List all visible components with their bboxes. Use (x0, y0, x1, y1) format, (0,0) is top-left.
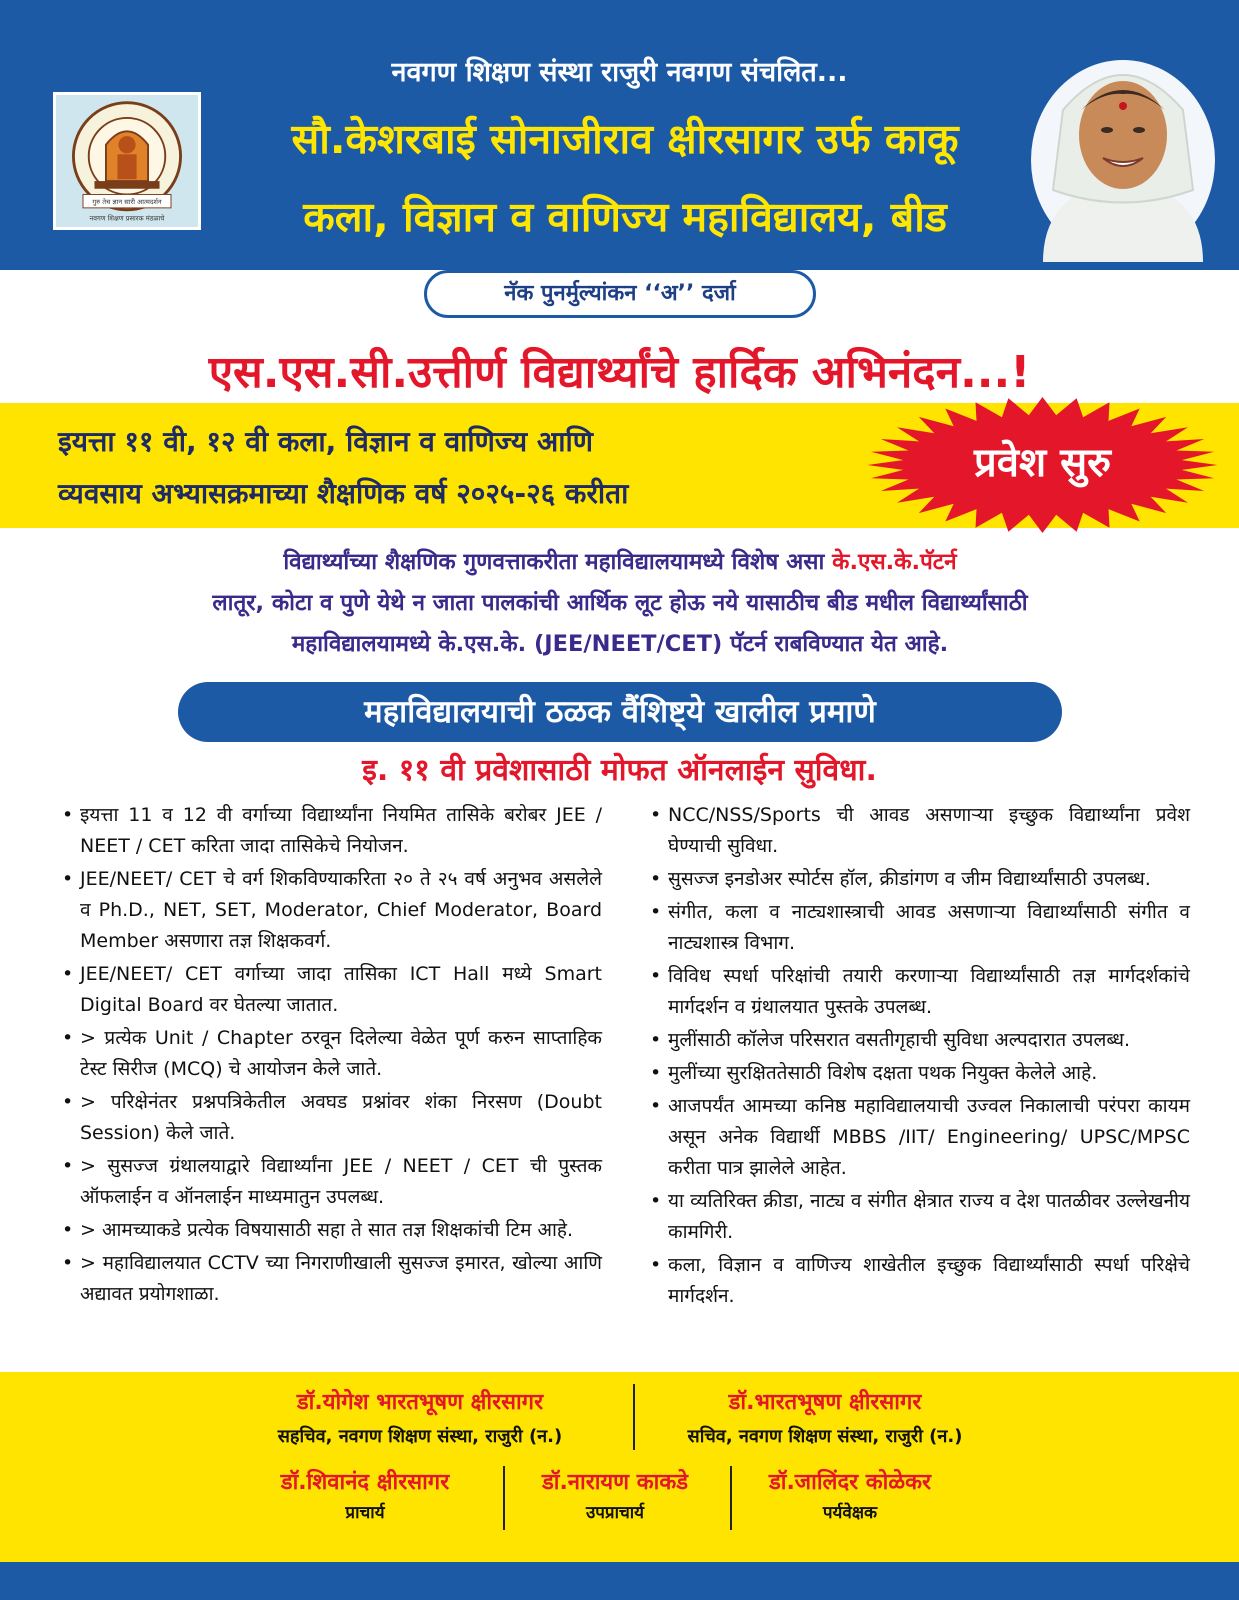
managing-society-line: नवगण शिक्षण संस्था राजुरी नवगण संचलित... (391, 57, 848, 88)
signatory-name: डॉ.जालिंदर कोळेकर (768, 1470, 931, 1495)
signatory-role: पर्यवेक्षक (822, 1503, 878, 1523)
naac-accreditation-badge: नॅक पुनर्मुल्यांकन ‘‘अ’’ दर्जा (424, 270, 816, 318)
ksk-pattern-highlight: के.एस.के.पॅटर्न (832, 549, 957, 575)
signatory-name: डॉ.योगेश भारतभूषण क्षीरसागर (296, 1390, 544, 1415)
svg-text:नवगण शिक्षण प्रसारक मंडळाचे: नवगण शिक्षण प्रसारक मंडळाचे (89, 214, 165, 223)
signatory-joint-secretary (225, 1386, 615, 1448)
list-item: • > आमच्याकडे प्रत्येक विषयासाठी सहा ते सात तज्ञ शिक्षकांची टिम आहे. (62, 1215, 602, 1246)
list-item: • विविध स्पर्धा परिक्षांची तयारी करणाऱ्या विद्यार्थ्यांसाठी तज्ञ मार्गदर्शकांचे मार्गदर्शन व ग्रंथालयात पुस्तके उपलब्ध. (650, 961, 1190, 1023)
list-item: • इयत्ता 11 व 12 वी वर्गाच्या विद्यार्थ्यांना नियमित तासिके बरोबर JEE / NEET / CET करिता जादा तासिकेचे नियोजन. (62, 800, 602, 862)
list-item: • JEE/NEET/ CET चे वर्ग शिकविण्याकरिता २० ते २५ वर्ष अनुभव असलेले व Ph.D., NET, SET, Moderator, Chief Moderator, Board Member असणारा तज्ञ शिक्षकवर्ग. (62, 864, 602, 957)
admission-classes-line: इयत्ता ११ वी, १२ वी कला, विज्ञान व वाणिज्य आणि (58, 425, 594, 458)
college-name-line-2: कला, विज्ञान व वाणिज्य महाविद्यालय, बीड (303, 193, 947, 241)
ksk-pattern-description (40, 542, 1200, 665)
free-online-admission-line: इ. ११ वी प्रवेशासाठी मोफत ऑनलाईन सुविधा. (362, 753, 877, 788)
features-list-right (650, 800, 1190, 1314)
signatory-role: प्राचार्य (345, 1503, 385, 1523)
signatory-name: डॉ.नारायण काकडे (541, 1470, 688, 1495)
signatory-name: डॉ.भारतभूषण क्षीरसागर (728, 1390, 922, 1415)
features-list-left (62, 800, 602, 1312)
list-item: • आजपर्यंत आमच्या कनिष्ठ महाविद्यालयाची उज्वल निकालाची परंपरा कायम असून अनेक विद्यार्थी MBBS /IIT/ Engineering/ UPSC/MPSC करीता पात्र झालेले आहेत. (650, 1091, 1190, 1184)
list-item: • > महाविद्यालयात CCTV च्या निगराणीखाली सुसज्ज इमारत, खोल्या आणि अद्यावत प्रयोगशाळा. (62, 1248, 602, 1310)
signatory-supervisor (730, 1466, 970, 1523)
list-item: • > परिक्षेनंतर प्रश्नपत्रिकेतील अवघड प्रश्नांवर शंका निरसण (Doubt Session) केले जाते. (62, 1087, 602, 1149)
ksk-text-part1: विद्यार्थ्यांच्या शैक्षणिक गुणवत्ताकरीता महाविद्यालयामध्ये विशेष असा (283, 549, 833, 575)
admission-year-line: व्यवसाय अभ्यासक्रमाच्या शैक्षणिक वर्ष २०२५-२६ करीता (58, 477, 629, 510)
list-item: • > प्रत्येक Unit / Chapter ठरवून दिलेल्या वेळेत पूर्ण करुन साप्ताहिक टेस्ट सिरीज (MCQ) चे आयोजन केले जाते. (62, 1023, 602, 1085)
list-item: • सुसज्ज इनडोअर स्पोर्टस हॉल, क्रीडांगण व जीम विद्यार्थ्यांसाठी उपलब्ध. (650, 864, 1190, 895)
signatory-role: सचिव, नवगण शिक्षण संस्था, राजुरी (न.) (687, 1426, 963, 1447)
signatory-role: सहचिव, नवगण शिक्षण संस्था, राजुरी (न.) (277, 1426, 563, 1447)
list-item: • मुलींच्या सुरक्षिततेसाठी विशेष दक्षता पथक नियुक्त केलेले आहे. (650, 1058, 1190, 1089)
list-item: • संगीत, कला व नाट्यशास्त्राची आवड असणाऱ्या विद्यार्थ्यांसाठी संगीत व नाट्यशास्त्र विभाग. (650, 897, 1190, 959)
portrait-image-icon (1023, 40, 1223, 262)
list-item: • या व्यतिरिक्त क्रीडा, नाट्य व संगीत क्षेत्रात राज्य व देश पातळीवर उल्लेखनीय कामगिरी. (650, 1186, 1190, 1248)
college-name-line-1: सौ.केशरबाई सोनाजीराव क्षीरसागर उर्फ काकू (291, 115, 959, 163)
institution-logo (53, 92, 201, 230)
admission-open-label: प्रवेश सुरु (973, 440, 1112, 486)
features-heading: महाविद्यालयाची ठळक वैंशिष्ट्ये खालील प्रमाणे (178, 682, 1062, 742)
list-item: • मुलींसाठी कॉलेज परिसरात वसतीगृहाची सुविधा अल्पदारात उपलब्ध. (650, 1025, 1190, 1056)
list-item: • > सुसज्ज ग्रंथालयाद्वारे विद्यार्थ्यांना JEE / NEET / CET ची पुस्तक ऑफलाईन व ऑनलाईन माध्यमातुन उपलब्ध. (62, 1151, 602, 1213)
svg-text:गुरु तेच ज्ञान सारी आत्मदर्शन: गुरु तेच ज्ञान सारी आत्मदर्शन (92, 198, 162, 207)
founder-portrait (1023, 40, 1223, 262)
signatory-secretary (630, 1386, 1020, 1448)
signatory-name: डॉ.शिवानंद क्षीरसागर (280, 1470, 450, 1495)
list-item: • NCC/NSS/Sports ची आवड असणाऱ्या इच्छुक विद्यार्थ्यांना प्रवेश घेण्याची सुविधा. (650, 800, 1190, 862)
signatory-role: उपप्राचार्य (585, 1503, 645, 1523)
logo-emblem-icon (56, 95, 198, 227)
signatory-vice-principal (500, 1466, 730, 1523)
ssc-congratulations-heading: एस.एस.सी.उत्तीर्ण विद्यार्थ्यांचे हार्दिक अभिनंदन...! (208, 347, 1031, 398)
bottom-strip (0, 1562, 1239, 1600)
ksk-text-part3: महाविद्यालयामध्ये के.एस.के. (JEE/NEET/CET) पॅटर्न राबविण्यात येत आहे. (291, 631, 949, 657)
ksk-text-part2: लातूर, कोटा व पुणे येथे न जाता पालकांची आर्थिक लूट होऊ नये यासाठीच बीड मधील विद्यार्थ्यांसाठी (212, 590, 1028, 616)
list-item: • कला, विज्ञान व वाणिज्य शाखेतील इच्छुक विद्यार्थ्यांसाठी स्पर्धा परिक्षेचे मार्गदर्शन. (650, 1250, 1190, 1312)
signatory-principal (235, 1466, 495, 1523)
list-item: • JEE/NEET/ CET वर्गाच्या जादा तासिका ICT Hall मध्ये Smart Digital Board वर घेतल्या जातात. (62, 959, 602, 1021)
